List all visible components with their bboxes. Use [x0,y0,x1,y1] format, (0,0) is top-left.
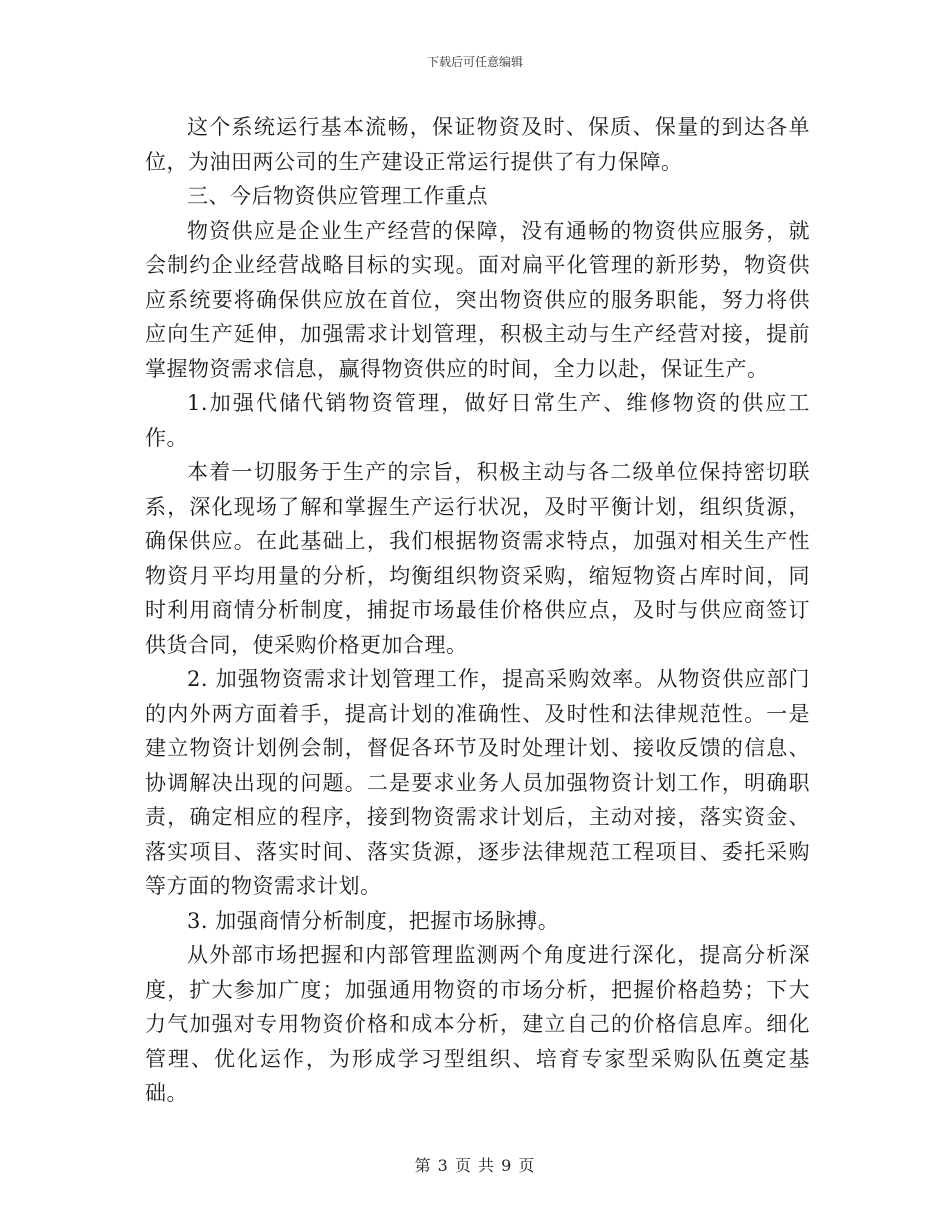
paragraph-market-analysis: 从外部市场把握和内部管理监测两个角度进行深化，提高分析深度，扩大参加广度；加强通用物资的市场分析，把握价格趋势；下大力气加强对专用物资价格和成本分析，建立自己的价格信息库。细化管理、优化运作，为形成学习型组织、培育专家型采购队伍奠定基础。 [145,943,810,1105]
paragraph-system-operation: 这个系统运行基本流畅，保证物资及时、保质、保量的到达各单位，为油田两公司的生产建设正常运行提供了有力保障。 [145,115,810,174]
paragraph-service-production: 本着一切服务于生产的宗旨，积极主动与各二级单位保持密切联系，深化现场了解和掌握生产运行状况，及时平衡计划，组织货源，确保供应。在此基础上，我们根据物资需求特点，加强对相关生产性物资月平均用量的分析，均衡组织物资采购，缩短物资占库时间，同时利用商情分析制度，捕捉市场最佳价格供应点，及时与供应商签订供货合同，使采购价格更加合理。 [145,460,810,657]
page-header-note: 下载后可任意编辑 [426,55,523,69]
item-heading-1: 1.加强代储代销物资管理，做好日常生产、维修物资的供应工作。 [145,391,810,450]
item-heading-3: 3. 加强商情分析制度，把握市场脉搏。 [187,908,560,933]
paragraph-item-2-demand-planning: 2. 加强物资需求计划管理工作，提高采购效率。从物资供应部门的内外两方面着手，提高计划的准确性、及时性和法律规范性。一是建立物资计划例会制，督促各环节及时处理计划、接收反馈的信息、协调解决出现的问题。二是要求业务人员加强物资计划工作，明确职责，确定相应的程序，接到物资需求计划后，主动对接，落实资金、落实项目、落实时间、落实货源，逐步法律规范工程项目、委托采购等方面的物资需求计划。 [145,667,810,898]
paragraph-supply-guarantee: 物资供应是企业生产经营的保障，没有通畅的物资供应服务，就会制约企业经营战略目标的实现。面对扁平化管理的新形势，物资供应系统要将确保供应放在首位，突出物资供应的服务职能，努力将供应向生产延伸，加强需求计划管理，积极主动与生产经营对接，提前掌握物资需求信息，赢得物资供应的时间，全力以赴，保证生产。 [145,218,810,381]
section-heading-key-work: 三、今后物资供应管理工作重点 [187,184,488,208]
page-number: 第 3 页 共 9 页 [414,1156,536,1175]
document-body [145,110,810,1111]
